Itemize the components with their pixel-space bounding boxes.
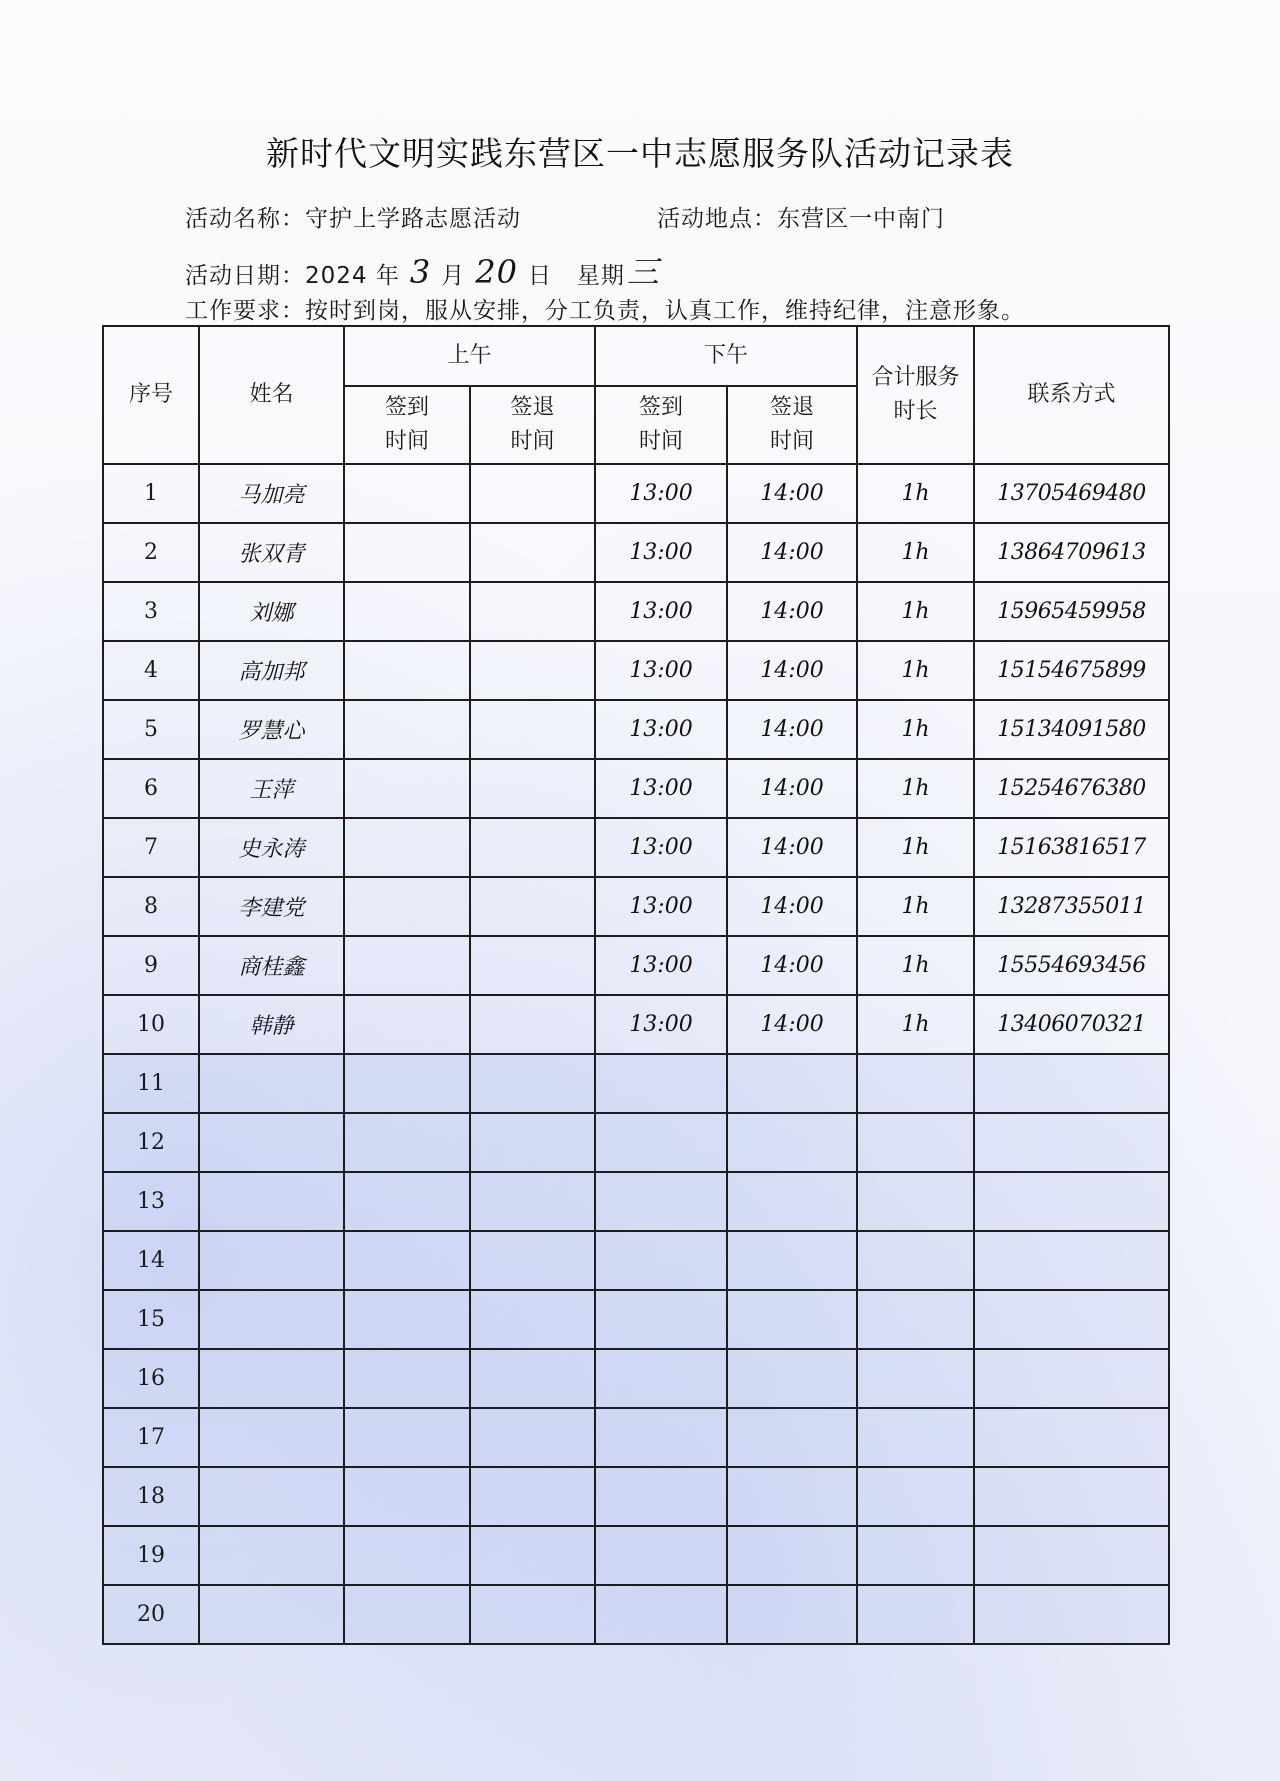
am-signin-cell [344,700,470,759]
row-index: 5 [103,700,199,759]
activity-location-value: 东营区一中南门 [777,206,945,232]
pm-signin-cell [595,1349,727,1408]
am-signout-cell [470,1054,595,1113]
row-index: 19 [103,1526,199,1585]
pm-signin-cell: 13:00 [595,582,727,641]
table-row [103,995,1169,1054]
volunteer-signature [199,1113,344,1172]
am-signout-cell [470,995,595,1054]
row-index: 16 [103,1349,199,1408]
total-hours-cell: 1h [857,759,974,818]
pm-signout-cell: 14:00 [727,700,857,759]
row-index: 14 [103,1231,199,1290]
header-morning: 上午 [344,326,595,386]
total-hours-cell: 1h [857,700,974,759]
am-signin-cell [344,1054,470,1113]
row-index: 11 [103,1054,199,1113]
row-index: 15 [103,1290,199,1349]
day-unit: 日 [527,263,552,289]
am-signout-cell [470,1467,595,1526]
am-signout-cell [470,759,595,818]
row-index: 6 [103,759,199,818]
pm-signout-cell: 14:00 [727,641,857,700]
volunteer-signature [199,1526,344,1585]
contact-cell [974,1408,1169,1467]
am-signout-cell [470,1290,595,1349]
header-pm-signout-text: 签退时间 [770,395,815,454]
volunteer-signature [199,1467,344,1526]
am-signin-cell [344,1290,470,1349]
table-row [103,700,1169,759]
header-pm-signin [595,386,727,464]
activity-location-label: 活动地点： [657,206,777,232]
total-hours-cell [857,1113,974,1172]
activity-location-line [657,200,945,233]
header-pm-signin-text: 签到时间 [639,395,684,454]
header-contact: 联系方式 [974,326,1169,464]
activity-date-label: 活动日期： [185,263,305,289]
row-index: 2 [103,523,199,582]
volunteer-signature [199,1349,344,1408]
row-index: 9 [103,936,199,995]
am-signin-cell [344,1113,470,1172]
activity-name-line [185,200,521,233]
total-hours-cell: 1h [857,818,974,877]
table-row [103,641,1169,700]
requirements-text: 按时到岗，服从安排，分工负责，认真工作，维持纪律，注意形象。 [305,298,1025,324]
row-index: 1 [103,464,199,523]
volunteer-signature [199,1231,344,1290]
row-index: 8 [103,877,199,936]
volunteer-signature: 商桂鑫 [199,936,344,995]
pm-signin-cell: 13:00 [595,523,727,582]
am-signout-cell [470,523,595,582]
am-signout-cell [470,582,595,641]
contact-cell: 15965459958 [974,582,1169,641]
row-index: 12 [103,1113,199,1172]
contact-cell: 15554693456 [974,936,1169,995]
total-hours-cell: 1h [857,523,974,582]
pm-signin-cell [595,1290,727,1349]
pm-signout-cell [727,1231,857,1290]
header-index: 序号 [103,326,199,464]
volunteer-signature: 马加亮 [199,464,344,523]
volunteer-signature: 张双青 [199,523,344,582]
pm-signout-cell [727,1349,857,1408]
contact-cell: 15163816517 [974,818,1169,877]
pm-signin-cell [595,1408,727,1467]
pm-signin-cell: 13:00 [595,759,727,818]
pm-signin-cell: 13:00 [595,700,727,759]
contact-cell: 13864709613 [974,523,1169,582]
activity-name-label: 活动名称： [185,206,305,232]
table-row [103,1113,1169,1172]
contact-cell [974,1054,1169,1113]
pm-signout-cell [727,1290,857,1349]
row-index: 20 [103,1585,199,1644]
am-signin-cell [344,995,470,1054]
contact-cell [974,1585,1169,1644]
am-signin-cell [344,523,470,582]
pm-signin-cell [595,1113,727,1172]
contact-cell: 13705469480 [974,464,1169,523]
pm-signout-cell: 14:00 [727,818,857,877]
volunteer-signature: 韩静 [199,995,344,1054]
am-signin-cell [344,582,470,641]
am-signout-cell [470,464,595,523]
table-row [103,523,1169,582]
table-row [103,1585,1169,1644]
total-hours-cell: 1h [857,877,974,936]
pm-signout-cell [727,1585,857,1644]
volunteer-signature: 王萍 [199,759,344,818]
total-hours-cell [857,1408,974,1467]
total-hours-cell [857,1054,974,1113]
pm-signout-cell: 14:00 [727,523,857,582]
am-signin-cell [344,1526,470,1585]
row-index: 18 [103,1467,199,1526]
contact-cell: 15254676380 [974,759,1169,818]
date-day-handwritten: 20 [475,253,518,291]
contact-cell: 15154675899 [974,641,1169,700]
pm-signin-cell [595,1172,727,1231]
volunteer-signature [199,1172,344,1231]
contact-cell: 13287355011 [974,877,1169,936]
am-signin-cell [344,1467,470,1526]
volunteer-signature: 史永涛 [199,818,344,877]
am-signout-cell [470,877,595,936]
row-index: 7 [103,818,199,877]
volunteer-signature [199,1585,344,1644]
header-am-signin-text: 签到时间 [385,395,430,454]
pm-signout-cell [727,1526,857,1585]
contact-cell: 13406070321 [974,995,1169,1054]
pm-signout-cell: 14:00 [727,464,857,523]
pm-signin-cell: 13:00 [595,995,727,1054]
contact-cell [974,1172,1169,1231]
total-hours-cell: 1h [857,582,974,641]
pm-signout-cell: 14:00 [727,759,857,818]
total-hours-cell: 1h [857,995,974,1054]
header-am-signin [344,386,470,464]
am-signout-cell [470,1231,595,1290]
am-signout-cell [470,1526,595,1585]
contact-cell [974,1526,1169,1585]
header-total-hours-text: 合计服务时长 [871,365,960,424]
pm-signin-cell: 13:00 [595,641,727,700]
weekday-label: 星期 [576,263,625,289]
am-signin-cell [344,1585,470,1644]
table-row [103,1526,1169,1585]
volunteer-signature: 刘娜 [199,582,344,641]
total-hours-cell: 1h [857,641,974,700]
am-signout-cell [470,1113,595,1172]
table-row [103,1231,1169,1290]
total-hours-cell: 1h [857,464,974,523]
am-signout-cell [470,1408,595,1467]
volunteer-signature [199,1054,344,1113]
contact-cell [974,1467,1169,1526]
volunteer-signature [199,1408,344,1467]
volunteer-signature: 李建党 [199,877,344,936]
table-row [103,936,1169,995]
total-hours-cell [857,1172,974,1231]
table-row [103,464,1169,523]
row-index: 10 [103,995,199,1054]
row-index: 3 [103,582,199,641]
requirements-label: 工作要求： [185,298,305,324]
total-hours-cell [857,1231,974,1290]
am-signin-cell [344,1349,470,1408]
table-row [103,759,1169,818]
table-row [103,1408,1169,1467]
header-pm-signout [727,386,857,464]
header-afternoon: 下午 [595,326,857,386]
pm-signout-cell: 14:00 [727,582,857,641]
volunteer-signature: 高加邦 [199,641,344,700]
contact-cell [974,1290,1169,1349]
am-signout-cell [470,1349,595,1408]
am-signin-cell [344,464,470,523]
date-month-handwritten: 3 [409,253,432,291]
am-signin-cell [344,641,470,700]
am-signin-cell [344,1231,470,1290]
pm-signout-cell [727,1408,857,1467]
total-hours-cell: 1h [857,936,974,995]
pm-signout-cell [727,1172,857,1231]
table-row [103,1054,1169,1113]
header-am-signout-text: 签退时间 [510,395,555,454]
year-unit: 年 [375,263,400,289]
volunteer-signature: 罗慧心 [199,700,344,759]
am-signin-cell [344,818,470,877]
am-signin-cell [344,877,470,936]
page-title: 新时代文明实践东营区一中志愿服务队活动记录表 [266,134,1014,173]
pm-signin-cell: 13:00 [595,877,727,936]
table-row [103,1290,1169,1349]
table-row [103,818,1169,877]
am-signin-cell [344,1408,470,1467]
contact-cell [974,1349,1169,1408]
pm-signin-cell [595,1526,727,1585]
table-row [103,1172,1169,1231]
contact-cell: 15134091580 [974,700,1169,759]
total-hours-cell [857,1526,974,1585]
total-hours-cell [857,1467,974,1526]
pm-signout-cell: 14:00 [727,877,857,936]
table-row [103,1467,1169,1526]
header-total-hours [857,326,974,464]
contact-cell [974,1113,1169,1172]
am-signout-cell [470,641,595,700]
am-signout-cell [470,936,595,995]
am-signout-cell [470,1585,595,1644]
am-signin-cell [344,936,470,995]
total-hours-cell [857,1349,974,1408]
am-signout-cell [470,1172,595,1231]
pm-signin-cell [595,1231,727,1290]
total-hours-cell [857,1290,974,1349]
activity-record-table [102,325,1170,1645]
pm-signin-cell [595,1467,727,1526]
am-signout-cell [470,700,595,759]
activity-date-line [185,247,670,293]
weekday-handwritten: 三 [626,253,660,291]
pm-signin-cell [595,1585,727,1644]
pm-signout-cell [727,1467,857,1526]
header-name: 姓名 [199,326,344,464]
pm-signout-cell [727,1113,857,1172]
pm-signout-cell: 14:00 [727,995,857,1054]
requirements-line [185,292,1025,325]
row-index: 17 [103,1408,199,1467]
pm-signin-cell: 13:00 [595,818,727,877]
am-signin-cell [344,1172,470,1231]
pm-signout-cell: 14:00 [727,936,857,995]
row-index: 4 [103,641,199,700]
table-row [103,1349,1169,1408]
am-signin-cell [344,759,470,818]
contact-cell [974,1231,1169,1290]
table-row [103,877,1169,936]
pm-signin-cell: 13:00 [595,936,727,995]
header-am-signout [470,386,595,464]
date-year: 2024 [305,263,368,289]
table-row [103,582,1169,641]
pm-signin-cell: 13:00 [595,464,727,523]
month-unit: 月 [441,263,466,289]
volunteer-signature [199,1290,344,1349]
pm-signout-cell [727,1054,857,1113]
row-index: 13 [103,1172,199,1231]
am-signout-cell [470,818,595,877]
activity-name-value: 守护上学路志愿活动 [305,206,521,232]
pm-signin-cell [595,1054,727,1113]
total-hours-cell [857,1585,974,1644]
